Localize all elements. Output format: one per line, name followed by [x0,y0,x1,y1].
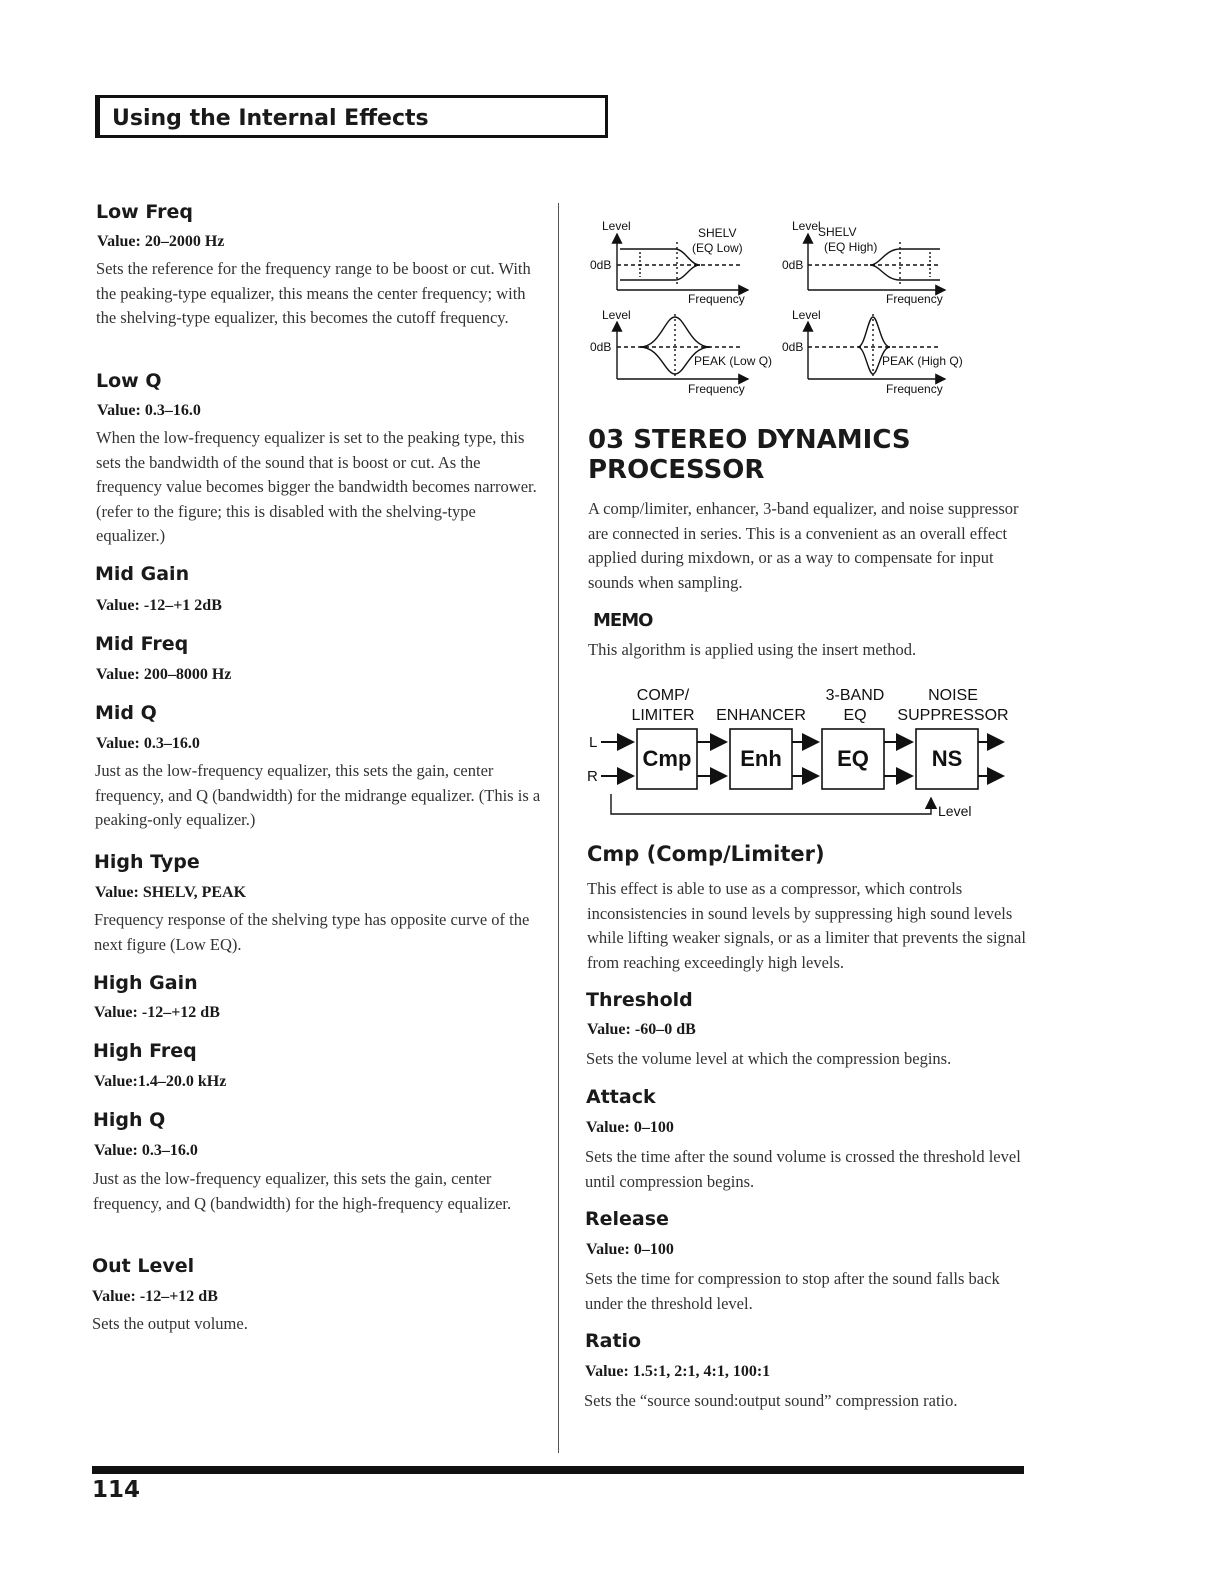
section-header-title: Using the Internal Effects [112,106,429,131]
high-freq-heading: High Freq [93,1040,197,1062]
mid-freq-heading: Mid Freq [95,633,189,655]
out-level-heading: Out Level [92,1255,195,1277]
eq-high-label: (EQ High) [824,240,878,254]
eq-level-label-2: Level [792,219,821,233]
eq-band-label-1: 3-BAND [825,687,885,704]
low-freq-value: Value: 20–2000 Hz [97,233,225,250]
ratio-value: Value: 1.5:1, 2:1, 4:1, 100:1 [585,1363,771,1380]
out-level-value: Value: -12–+12 dB [92,1288,218,1305]
cmp-block-label: Cmp [642,746,692,771]
algorithm-intro: A comp/limiter, enhancer, 3-band equalizer, and noise suppressor are connected in series. This is a convenient as an overall effect applied during mixdown, or as a way to compensate for input sounds when sampling. [588,499,1019,592]
eq-odb-label-2: 0dB [782,258,804,272]
eq-frequency-label-4: Frequency [886,382,943,396]
high-q-value: Value: 0.3–16.0 [94,1142,198,1159]
memo-label: MEMO [593,610,653,631]
low-q-heading: Low Q [96,370,162,392]
high-q-desc: Just as the low-frequency equalizer, this sets the gain, center frequency, and Q (bandwidth) for the high-frequency equalizer. [93,1169,512,1213]
noise-label-2: SUPPRESSOR [897,707,1009,724]
release-desc: Sets the time for compression to stop after the sound falls back under the threshold level. [585,1269,1000,1313]
signal-flow-diagram [585,682,1015,822]
level-label: Level [938,803,972,819]
algorithm-title-line-2: PROCESSOR [588,455,765,485]
attack-desc: Sets the time after the sound volume is crossed the threshold level until compression begins. [585,1147,1021,1191]
high-freq-value: Value:1.4–20.0 kHz [94,1073,227,1090]
mid-q-desc: Just as the low-frequency equalizer, this sets the gain, center frequency, and Q (bandwidth) for the midrange equalizer. (This is a peaking-only equalizer.) [95,761,541,829]
high-type-desc: Frequency response of the shelving type has opposite curve of the next figure (Low EQ). [94,910,530,954]
release-heading: Release [585,1208,669,1230]
low-q-value: Value: 0.3–16.0 [97,402,201,419]
memo-icon [593,610,652,631]
high-type-value: Value: SHELV, PEAK [95,884,247,901]
comp-label-2: LIMITER [631,707,695,724]
threshold-heading: Threshold [586,989,693,1011]
algorithm-title-line-1: 03 STEREO DYNAMICS [588,425,911,455]
footer-rule [92,1466,1024,1474]
high-gain-value: Value: -12–+12 dB [94,1004,220,1021]
mid-q-heading: Mid Q [95,702,157,724]
low-q-desc: When the low-frequency equalizer is set to the peaking type, this sets the bandwidth of the sound that is boost or cut. As the frequency value becomes bigger the bandwidth becomes narrower. (refer to the figure; this is disabled with the shelving-type equalizer.) [96,428,537,545]
column-divider [558,203,559,1453]
page-number: 114 [92,1477,141,1503]
eq-shelv-label-1: SHELV [698,226,737,240]
out-level-desc: Sets the output volume. [92,1314,248,1333]
eq-odb-label-4: 0dB [782,340,804,354]
input-l-label: L [589,734,598,751]
eq-odb-label-3: 0dB [590,340,612,354]
eq-shelv-label-2: SHELV [818,225,857,239]
high-type-heading: High Type [94,851,200,873]
low-freq-heading: Low Freq [96,201,193,223]
eq-frequency-label-2: Frequency [886,292,943,306]
ns-block-label: NS [931,746,963,771]
eq-response-figure [580,212,1000,404]
eq-low-label: (EQ Low) [692,241,743,255]
algorithm-title [588,425,911,485]
attack-heading: Attack [586,1086,656,1108]
eq-frequency-label-3: Frequency [688,382,745,396]
high-gain-heading: High Gain [93,972,198,994]
ratio-desc: Sets the “source sound:output sound” compression ratio. [584,1391,958,1410]
attack-value: Value: 0–100 [586,1119,674,1136]
eq-peak-low-label: PEAK (Low Q) [694,354,773,368]
comp-label-1: COMP/ [636,687,690,704]
input-r-label: R [587,768,598,785]
enh-block-label: Enh [740,746,782,771]
low-freq-desc: Sets the reference for the frequency range to be boost or cut. With the peaking-type equalizer, this means the center frequency; with the shelving-type equalizer, this becomes the cutoff frequency. [96,259,531,327]
eq-level-label-3: Level [602,308,631,322]
threshold-value: Value: -60–0 dB [587,1021,696,1038]
memo-text: This algorithm is applied using the insert method. [588,640,917,659]
enhancer-label: ENHANCER [716,707,806,724]
section-header [95,95,608,138]
mid-gain-heading: Mid Gain [95,563,190,585]
eq-block-label: EQ [837,746,869,771]
cmp-desc: This effect is able to use as a compressor, which controls inconsistencies in sound levels by suppressing high sound levels while lifting weaker signals, or as a limiter that prevents the signal from reaching exceedingly high levels. [587,879,1026,972]
eq-peak-high-label: PEAK (High Q) [882,354,963,368]
eq-band-label-2: EQ [843,707,867,724]
noise-label-1: NOISE [928,687,978,704]
mid-q-value: Value: 0.3–16.0 [96,735,200,752]
eq-level-label-1: Level [602,219,631,233]
threshold-desc: Sets the volume level at which the compression begins. [586,1049,952,1068]
mid-gain-value: Value: -12–+1 2dB [96,597,222,614]
cmp-heading: Cmp (Comp/Limiter) [587,842,825,866]
release-value: Value: 0–100 [586,1241,674,1258]
eq-level-label-4: Level [792,308,821,322]
eq-frequency-label-1: Frequency [688,292,745,306]
ratio-heading: Ratio [585,1330,642,1352]
high-q-heading: High Q [93,1109,166,1131]
mid-freq-value: Value: 200–8000 Hz [96,666,232,683]
eq-odb-label-1: 0dB [590,258,612,272]
